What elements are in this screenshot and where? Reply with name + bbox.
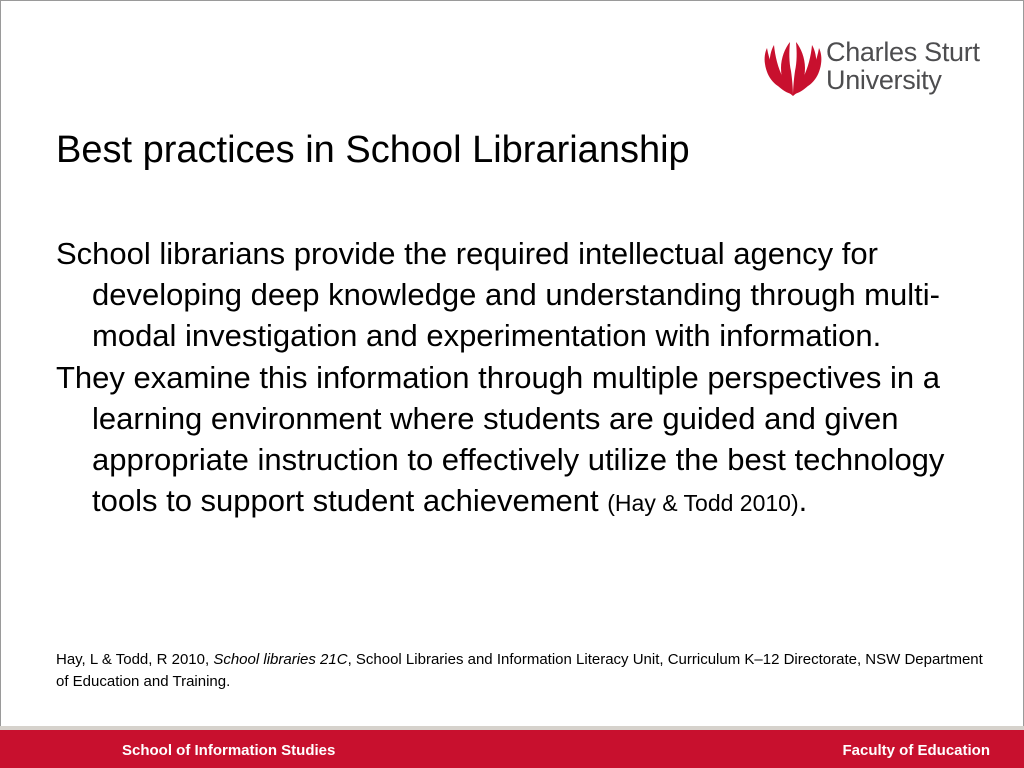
footer-bar (0, 726, 1024, 768)
logo-line-2: University (826, 65, 942, 95)
body-paragraph-2-text: They examine this information through multiple perspectives in a learning environment where students are guided and given appropriate instruction to effectively utilize the best technology tools to support student achievement (56, 360, 945, 518)
waratah-logo-icon (764, 38, 822, 96)
body-paragraph-2-end: . (798, 483, 808, 518)
reference (56, 649, 996, 693)
logo-line-1: Charles Sturt (826, 37, 980, 67)
logo-wordmark (826, 38, 980, 94)
citation: (Hay & Todd 2010) (607, 490, 799, 516)
footer-faculty: Faculty of Education (842, 742, 990, 759)
reference-details: , School Libraries and Information Literacy Unit, Curriculum K–12 Directorate, NSW Department of Education and Training. (56, 651, 983, 690)
slide-body (56, 233, 986, 524)
body-paragraph-1: School librarians provide the required intellectual agency for developing deep knowledge and understanding through multi-modal investigation and experimentation with information. (56, 236, 940, 353)
slide-title: Best practices in School Librarianship (56, 129, 690, 171)
reference-authors: Hay, L & Todd, R 2010, (56, 651, 214, 668)
footer-school: School of Information Studies (122, 742, 336, 759)
body-paragraph-2 (56, 357, 986, 524)
university-logo (764, 38, 996, 98)
reference-work-title: School libraries 21C (213, 651, 348, 668)
